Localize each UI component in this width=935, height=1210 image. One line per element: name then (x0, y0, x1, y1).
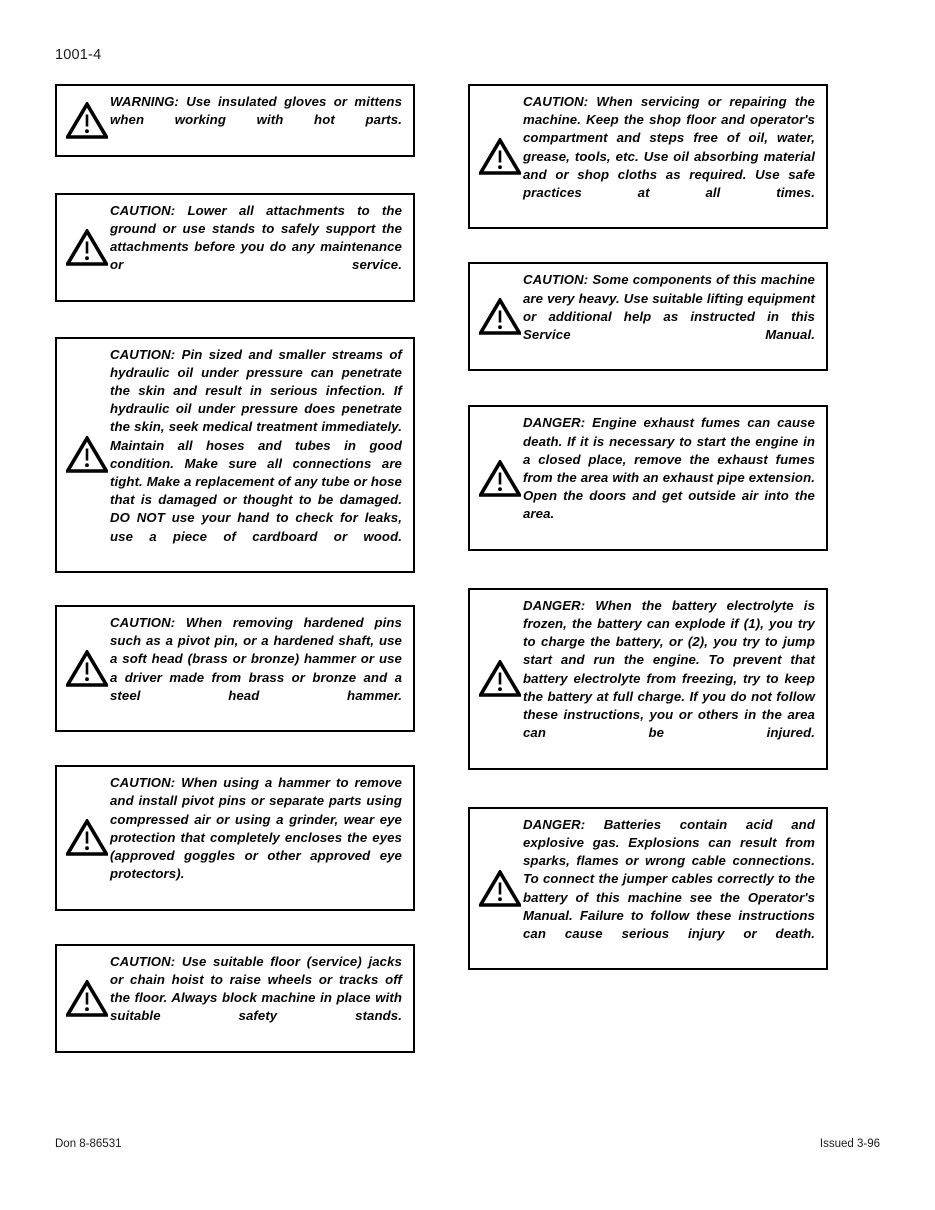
warning-box (468, 262, 828, 371)
warning-triangle-icon (477, 870, 523, 907)
left-column (55, 84, 415, 1053)
warning-triangle-icon (477, 660, 523, 697)
warning-text: CAUTION: Some components of this machine are very heavy. Use suitable lifting equipment or additional help as instructed in this Service Manual. (523, 272, 815, 343)
warning-box (55, 605, 415, 732)
warning-box (55, 84, 415, 157)
page-footer (55, 1138, 880, 1158)
warning-text: CAUTION: Use suitable floor (service) jacks or chain hoist to raise wheels or tracks off the floor. Always block machine in place with suitable safety stands. (110, 953, 402, 1024)
warning-triangle-icon (477, 298, 523, 335)
warning-triangle-icon (64, 819, 110, 856)
warning-box (55, 337, 415, 573)
warning-text: CAUTION: When removing hardened pins such as a pivot pin, or a hardened shaft, use a soft head (brass or bronze) hammer or use a driver made from brass or bronze and a steel head hammer. (110, 615, 402, 703)
warning-text: DANGER: Engine exhaust fumes can cause death. If it is necessary to start the engine in a closed place, remove the exhaust fumes from the area with an exhaust pipe extension. Open the doors and get outside air into the area. (523, 415, 815, 522)
warning-triangle-icon (64, 650, 110, 687)
warning-triangle-icon (64, 229, 110, 266)
warning-triangle-icon (64, 102, 110, 139)
warning-box (55, 193, 415, 302)
right-column (468, 84, 828, 970)
warning-box (468, 84, 828, 229)
warning-text: CAUTION: Pin sized and smaller streams of hydraulic oil under pressure can penetrate the skin and result in serious infection. If hydraulic oil under pressure does penetrate the skin, seek medical treatment immediately. Maintain all hoses and tubes in good condition. Make sure all connections are tight. Make a replacement of any tube or hose that is damaged or thought to be damaged. DO NOT use your hand to check for leaks, use a piece of cardboard or wood. (110, 346, 402, 544)
warning-text: CAUTION: When servicing or repairing the machine. Keep the shop floor and operator's compartment and steps free of oil, water, grease, tools, etc. Use oil absorbing material and or shop cloths as required. Use safe practices at all times. (523, 94, 815, 201)
warning-text: CAUTION: When using a hammer to remove and install pivot pins or separate parts using compressed air or using a grinder, wear eye protection that completely encloses the eyes (approved goggles or other approved eye protectors). (110, 775, 402, 882)
warning-triangle-icon (477, 460, 523, 497)
warning-box (468, 588, 828, 770)
page-number: 1001-4 (55, 47, 102, 63)
warning-text: CAUTION: Lower all attachments to the ground or use stands to safely support the attachments before you do any maintenance or service. (110, 202, 402, 273)
warning-triangle-icon (64, 980, 110, 1017)
warning-box (55, 765, 415, 910)
warning-text: DANGER: Batteries contain acid and explosive gas. Explosions can result from sparks, flames or wrong cable connections. To connect the jumper cables correctly to the battery of this machine see the Operator's Manual. Failure to follow these instructions can cause serious injury or death. (523, 816, 815, 941)
warning-triangle-icon (477, 138, 523, 175)
warning-box (55, 944, 415, 1053)
warning-box (468, 807, 828, 971)
warning-box (468, 405, 828, 550)
warning-text: DANGER: When the battery electrolyte is frozen, the battery can explode if (1), you try to charge the battery, or (2), you try to jump start and run the engine. To prevent that battery electrolyte from freezing, try to keep the battery at full charge. If you do not follow these instructions, you or others in the area can be injured. (523, 597, 815, 741)
footer-issue-date: Issued 3-96 (819, 1138, 880, 1150)
warning-triangle-icon (64, 436, 110, 473)
footer-document-code: Don 8-86531 (55, 1138, 122, 1150)
warning-text: WARNING: Use insulated gloves or mittens when working with hot parts. (110, 94, 402, 128)
